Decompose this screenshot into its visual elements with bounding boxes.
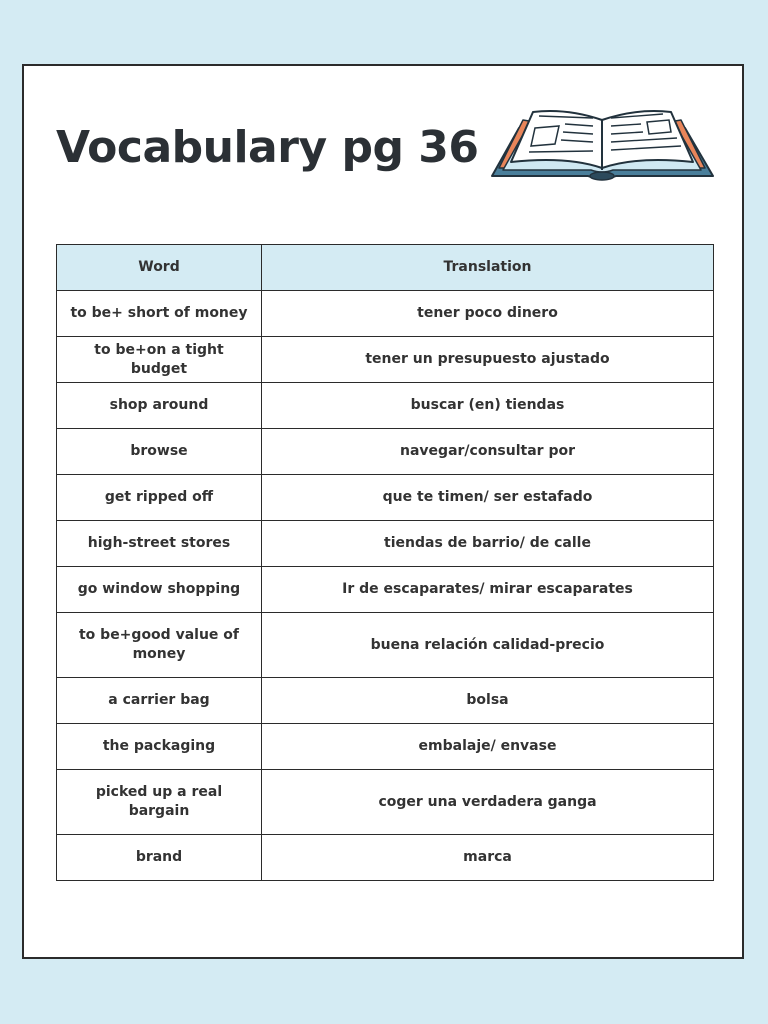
- word-cell: picked up a real bargain: [57, 770, 262, 835]
- vocabulary-sheet: [22, 64, 744, 959]
- table-row: [57, 521, 714, 567]
- translation-cell: que te timen/ ser estafado: [262, 475, 714, 521]
- word-cell: get ripped off: [57, 475, 262, 521]
- table-row: [57, 724, 714, 770]
- translation-cell: tener un presupuesto ajustado: [262, 337, 714, 383]
- table-row: [57, 567, 714, 613]
- translation-cell: marca: [262, 835, 714, 881]
- word-cell: a carrier bag: [57, 678, 262, 724]
- translation-cell: tener poco dinero: [262, 291, 714, 337]
- table-row: [57, 770, 714, 835]
- translation-cell: buscar (en) tiendas: [262, 383, 714, 429]
- table-header-row: [57, 245, 714, 291]
- translation-cell: embalaje/ envase: [262, 724, 714, 770]
- table-row: [57, 678, 714, 724]
- word-cell: to be+ short of money: [57, 291, 262, 337]
- table-row: [57, 337, 714, 383]
- translation-cell: Ir de escaparates/ mirar escaparates: [262, 567, 714, 613]
- column-header-translation: Translation: [262, 245, 714, 291]
- word-cell: brand: [57, 835, 262, 881]
- translation-cell: navegar/consultar por: [262, 429, 714, 475]
- word-cell: the packaging: [57, 724, 262, 770]
- vocabulary-table: [56, 244, 714, 881]
- page-title: Vocabulary pg 36: [56, 122, 479, 173]
- table-row: [57, 383, 714, 429]
- word-cell: to be+good value of money: [57, 613, 262, 678]
- table-row: [57, 835, 714, 881]
- word-cell: go window shopping: [57, 567, 262, 613]
- table-row: [57, 613, 714, 678]
- translation-cell: coger una verdadera ganga: [262, 770, 714, 835]
- table-row: [57, 475, 714, 521]
- column-header-word: Word: [57, 245, 262, 291]
- word-cell: browse: [57, 429, 262, 475]
- table-row: [57, 429, 714, 475]
- translation-cell: bolsa: [262, 678, 714, 724]
- word-cell: high-street stores: [57, 521, 262, 567]
- word-cell: to be+on a tight budget: [57, 337, 262, 383]
- table-row: [57, 291, 714, 337]
- word-cell: shop around: [57, 383, 262, 429]
- translation-cell: tiendas de barrio/ de calle: [262, 521, 714, 567]
- translation-cell: buena relación calidad-precio: [262, 613, 714, 678]
- open-book-icon: [489, 106, 715, 182]
